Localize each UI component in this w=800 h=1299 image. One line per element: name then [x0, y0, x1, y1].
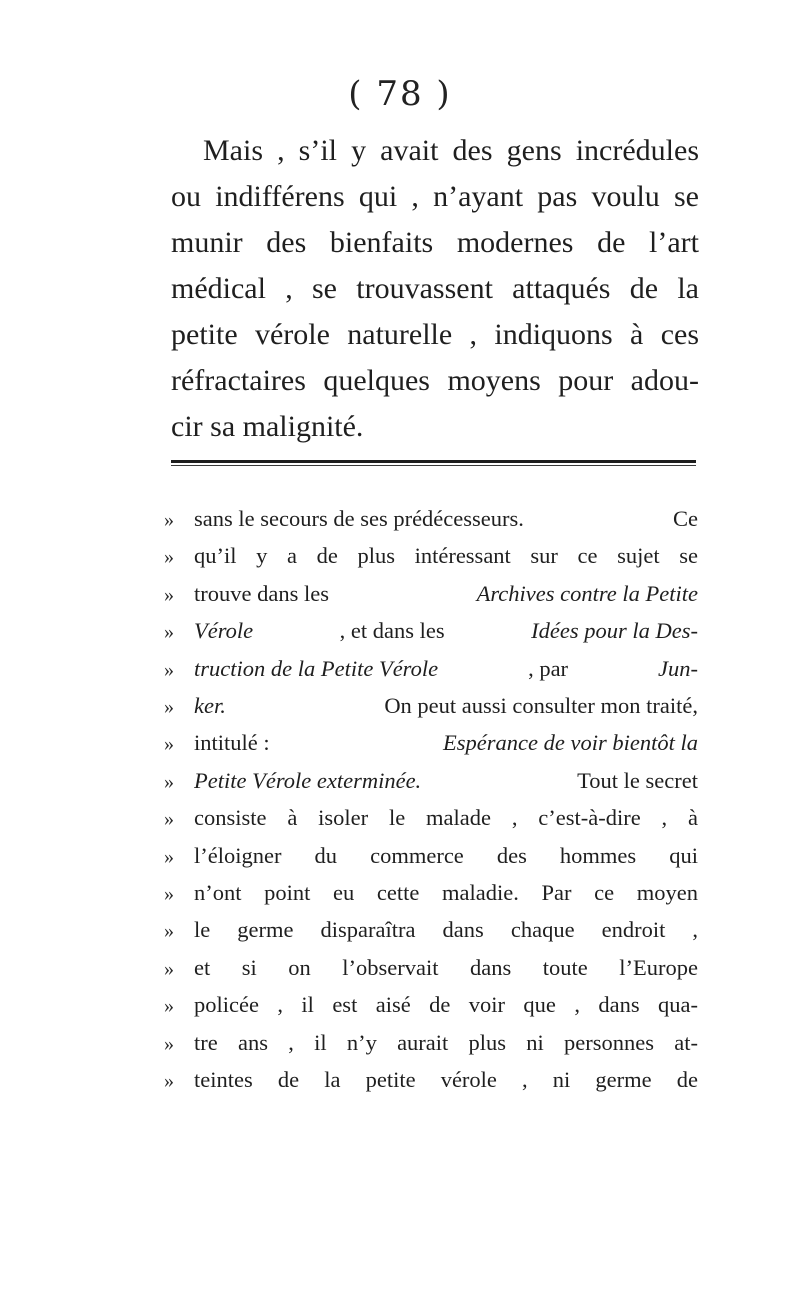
footnote-line-text — [194, 987, 698, 1023]
footnote-line — [164, 613, 698, 650]
quotation-marker: » — [164, 733, 174, 756]
quotation-marker: » — [164, 1070, 174, 1093]
footnote-line — [164, 875, 698, 912]
footnote-block — [164, 501, 698, 1100]
footnote-text-segment: tre ans , il n’y aurait plus ni personnes at- — [194, 1029, 698, 1055]
footnote-line — [164, 688, 698, 725]
footnote-text-segment: Tout le secret — [577, 767, 698, 793]
main-line: cir sa malignité. — [171, 410, 364, 443]
footnote-line-text — [194, 651, 698, 687]
footnote-italic-title: Idées pour la Des- — [531, 618, 698, 644]
quotation-marker: » — [164, 696, 174, 719]
footnote-line-text — [194, 800, 698, 836]
quotation-marker: » — [164, 808, 174, 831]
main-paragraph — [171, 128, 699, 450]
footnote-text-segment: trouve dans les — [194, 580, 329, 606]
footnote-line — [164, 950, 698, 987]
quotation-marker: » — [164, 509, 174, 531]
footnote-text-segment: , par — [528, 655, 569, 681]
footnote-text-segment: sans le secours de ses prédécesseurs. — [194, 506, 524, 531]
footnote-line — [164, 538, 698, 575]
footnote-line-text — [194, 613, 698, 649]
footnote-line — [164, 576, 698, 613]
main-line: Mais , s’il y avait des gens incrédules — [203, 134, 699, 167]
footnote-text-segment: et si on l’observait dans toute l’Europe — [194, 954, 698, 980]
quotation-marker: » — [164, 583, 174, 606]
footnote-text-segment: n’ont point eu cette maladie. Par ce moyen — [194, 880, 698, 906]
footnote-line — [164, 800, 698, 837]
main-line: réfractaires quelques moyens pour adou- — [171, 364, 699, 397]
quotation-marker: » — [164, 995, 174, 1018]
main-line: ou indifférens qui , n’ayant pas voulu se — [171, 180, 699, 213]
quotation-marker: » — [164, 546, 174, 569]
footnote-italic-title: Vérole — [194, 618, 254, 644]
footnote-line — [164, 987, 698, 1024]
footnote-text-segment: le germe disparaîtra dans chaque endroit , — [194, 917, 698, 943]
footnote-separator-rule — [171, 460, 696, 463]
footnote-italic-title: Petite Vérole exterminée. — [194, 767, 422, 793]
footnote-line-text — [194, 576, 698, 612]
footnote-text-segment: teintes de la petite vérole , ni germe de — [194, 1067, 698, 1093]
footnote-line — [164, 501, 698, 538]
footnote-text-segment: qu’il y a de plus intéressant sur ce sujet se — [194, 543, 698, 569]
footnote-line-text — [194, 538, 698, 574]
footnote-italic-title: Archives contre la Petite — [476, 580, 698, 606]
footnote-text-segment: consiste à isoler le malade , c’est-à-dire , à — [194, 805, 698, 831]
main-line: petite vérole naturelle , indiquons à ces — [171, 318, 699, 351]
footnote-line — [164, 912, 698, 949]
footnote-text-segment: policée , il est aisé de voir que , dans qua- — [194, 992, 698, 1018]
footnote-line-text — [194, 1062, 698, 1098]
footnote-line-text — [194, 950, 698, 986]
footnote-line — [164, 651, 698, 688]
footnote-text-segment: intitulé : — [194, 730, 270, 756]
footnote-line-text — [194, 838, 698, 874]
footnote-line — [164, 725, 698, 762]
page-number: ( 78 ) — [348, 74, 452, 114]
quotation-marker: » — [164, 883, 174, 906]
footnote-italic-title: Jun- — [658, 655, 698, 681]
footnote-italic-title: truction de la Petite Vérole — [194, 655, 439, 681]
footnote-line-text — [194, 688, 698, 724]
footnote-line-text — [194, 501, 698, 537]
quotation-marker: » — [164, 770, 174, 793]
main-line: médical , se trouvassent attaqués de la — [171, 272, 699, 305]
footnote-line — [164, 763, 698, 800]
main-line: munir des bienfaits modernes de l’art — [171, 226, 699, 259]
footnote-italic-title: Espérance de voir bientôt la — [443, 730, 698, 756]
quotation-marker: » — [164, 845, 174, 868]
footnote-line — [164, 1025, 698, 1062]
footnote-text-segment: l’éloigner du commerce des hommes qui — [194, 842, 698, 868]
quotation-marker: » — [164, 621, 174, 644]
quotation-marker: » — [164, 920, 174, 943]
footnote-italic-title: ker. — [194, 693, 226, 719]
footnote-line-text — [194, 912, 698, 948]
footnote-line-text — [194, 725, 698, 761]
footnote-line — [164, 838, 698, 875]
quotation-marker: » — [164, 1032, 174, 1055]
footnote-text-segment: On peut aussi consulter mon traité, — [384, 693, 698, 719]
footnote-line-text — [194, 763, 698, 799]
footnote-text-segment: Ce — [673, 506, 698, 531]
quotation-marker: » — [164, 957, 174, 980]
footnote-line-text — [194, 875, 698, 911]
footnote-text-segment: , et dans les — [339, 618, 445, 644]
footnote-line — [164, 1062, 698, 1099]
footnote-line-text — [194, 1025, 698, 1061]
quotation-marker: » — [164, 658, 174, 681]
